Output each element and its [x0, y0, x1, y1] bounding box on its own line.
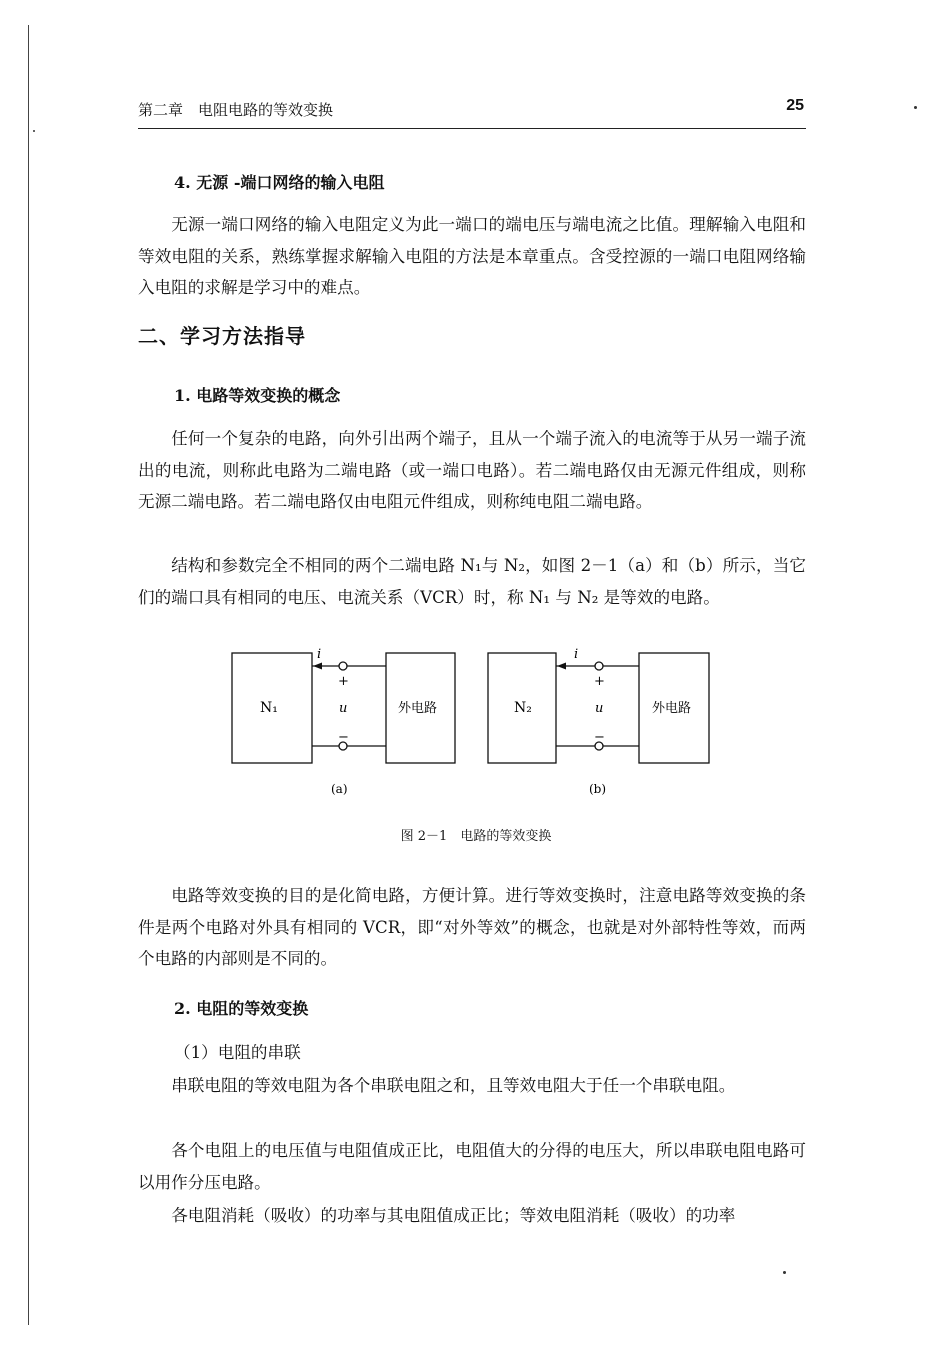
sub2-item-1: （1）电阻的串联	[174, 1043, 301, 1062]
sub1-heading: 1. 电路等效变换的概念	[174, 386, 341, 405]
binding-line	[28, 25, 29, 1325]
current-arrow-a	[313, 663, 322, 670]
figure-2-1	[225, 640, 725, 814]
sub1-paragraph-2: 结构和参数完全不相同的两个二端电路 N₁与 N₂，如图 2－1（a）和（b）所示，当它们的端口具有相同的电压、电流关系（VCR）时，称 N₁ 与 N₂ 是等效的电路。	[138, 556, 806, 607]
external-label-a: 外电路	[398, 701, 438, 716]
section4-heading: 4. 无源 -端口网络的输入电阻	[174, 173, 385, 192]
subfig-label-a: (a)	[331, 782, 348, 796]
minus-label-a: −	[338, 730, 349, 745]
external-label-b: 外电路	[652, 701, 692, 716]
section4-paragraph: 无源一端口网络的输入电阻定义为此一端口的端电压与端电流之比值。理解输入电阻和等效电阻的关系，熟练掌握求解输入电阻的方法是本章重点。含受控源的一端口电阻网络输入电阻的求解是学习中的难点。	[138, 215, 806, 298]
sub2-heading: 2. 电阻的等效变换	[174, 999, 309, 1018]
voltage-label-b: u	[595, 701, 604, 716]
sub2-paragraph-3: 各电阻消耗（吸收）的功率与其电阻值成正比；等效电阻消耗（吸收）的功率	[171, 1206, 736, 1225]
section2-heading: 二、学习方法指导	[138, 324, 306, 348]
current-arrow-b	[557, 663, 566, 670]
terminal-top-b	[595, 662, 603, 670]
current-label-b: i	[574, 647, 579, 662]
circuit-diagram	[225, 640, 725, 810]
running-header	[138, 96, 806, 129]
current-label-a: i	[317, 647, 322, 662]
sub1-paragraph-1: 任何一个复杂的电路，向外引出两个端子，且从一个端子流入的电流等于从另一端子流出的电流，则称此电路为二端电路（或一端口电路）。若二端电路仅由无源元件组成，则称无源二端电路。若二端电路仅由电阻元件组成，则称纯电阻二端电路。	[138, 429, 806, 512]
plus-label-b: +	[594, 674, 605, 689]
page-number: 25	[786, 97, 804, 114]
chapter-title: 第二章 电阻电路的等效变换	[138, 101, 334, 119]
terminal-top-a	[339, 662, 347, 670]
para-after-figure: 电路等效变换的目的是化简电路，方便计算。进行等效变换时，注意电路等效变换的条件是两个电路对外具有相同的 VCR，即“对外等效”的概念，也就是对外部特性等效，而两个电路的内部则是不同的。	[138, 886, 806, 969]
sub2-paragraph-1: 串联电阻的等效电阻为各个串联电阻之和，且等效电阻大于任一个串联电阻。	[171, 1076, 736, 1095]
scan-speck	[783, 1271, 786, 1274]
plus-label-a: +	[338, 674, 349, 689]
sub2-paragraph-2: 各个电阻上的电压值与电阻值成正比，电阻值大的分得的电压大，所以串联电阻电路可以用作分压电路。	[138, 1141, 806, 1192]
scan-speck	[914, 106, 917, 109]
network-label-b: N₂	[514, 700, 532, 716]
minus-label-b: −	[594, 730, 605, 745]
figure-caption: 图 2－1 电路的等效变换	[400, 829, 552, 844]
voltage-label-a: u	[339, 701, 348, 716]
subfig-label-b: (b)	[589, 782, 607, 796]
network-label-a: N₁	[260, 700, 278, 716]
scan-speck	[33, 130, 35, 132]
